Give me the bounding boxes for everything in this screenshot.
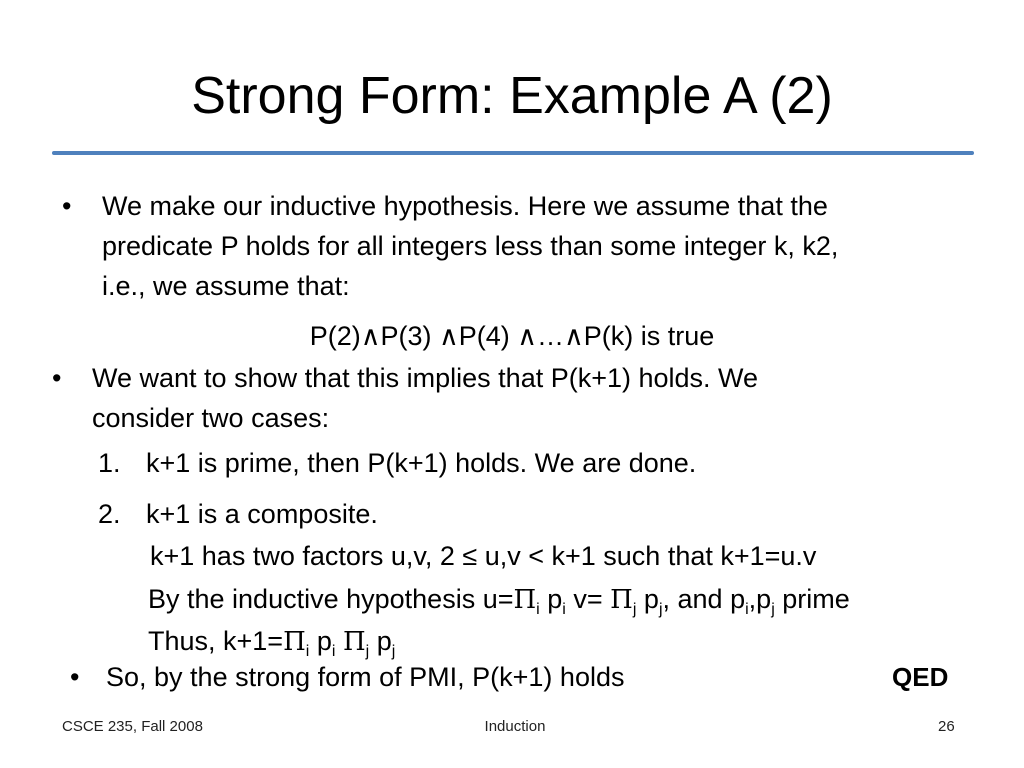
case-number: 1.	[98, 448, 121, 478]
subscript: i	[331, 643, 336, 660]
footer-course: CSCE 235, Fall 2008	[62, 718, 203, 735]
subscript: i	[745, 601, 749, 618]
title-underline	[52, 151, 974, 155]
composite-conclusion-line	[148, 621, 395, 662]
case-text: k+1 is a composite.	[146, 499, 378, 529]
text-segment: ,	[748, 584, 757, 614]
bullet-dot-icon: •	[70, 662, 80, 692]
bullet-dot-icon: •	[62, 191, 72, 221]
hypothesis-formula: P(2)∧P(3) ∧P(4) ∧…∧P(k) is true	[309, 321, 715, 351]
text-segment: p	[547, 584, 563, 614]
subscript: j	[771, 601, 775, 618]
product-symbol: Π	[610, 585, 633, 615]
text-segment: p	[316, 626, 332, 656]
text-segment: p	[376, 626, 392, 656]
text-segment: p	[643, 584, 659, 614]
subscript: j	[658, 601, 663, 618]
bullet-conclusion-text: So, by the strong form of PMI, P(k+1) holds	[106, 662, 625, 692]
footer-page-number: 26	[938, 718, 955, 735]
product-symbol: Π	[283, 627, 306, 657]
text-segment: v=	[573, 584, 603, 614]
bullet-cases	[52, 358, 982, 438]
subscript: i	[536, 601, 540, 618]
text-segment: Thus, k+1=	[148, 626, 284, 656]
case-item-1	[98, 443, 696, 483]
bullet-hypothesis	[62, 186, 982, 306]
bullet-hypothesis-text: We make our inductive hypothesis. Here we assume that the predicate P holds for all integers less than some integer k, k2, i.e., we assume that:	[102, 191, 839, 301]
slide-title: Strong Form: Example A (2)	[191, 67, 833, 125]
bullet-conclusion	[70, 657, 870, 697]
qed-label: QED	[892, 662, 949, 692]
bullet-dot-icon: •	[52, 363, 62, 393]
text-segment: prime	[782, 584, 850, 614]
bullet-cases-text: We want to show that this implies that P(k+1) holds. We consider two cases:	[92, 363, 759, 433]
product-symbol: Π	[513, 585, 537, 615]
text-segment: By the inductive hypothesis u=	[148, 584, 514, 614]
case-number: 2.	[98, 499, 121, 529]
footer-topic: Induction	[484, 718, 546, 735]
composite-hypothesis-line	[148, 579, 850, 620]
composite-factors-line: k+1 has two factors u,v, 2 ≤ u,v < k+1 such that k+1=u.v	[150, 541, 817, 571]
subscript: j	[391, 643, 396, 660]
text-segment: , and p	[662, 584, 746, 614]
case-item-2	[98, 494, 378, 534]
subscript: j	[365, 643, 370, 660]
subscript: i	[305, 643, 310, 660]
subscript: j	[632, 601, 637, 618]
product-symbol: Π	[342, 627, 366, 657]
subscript: i	[562, 601, 566, 618]
text-segment: p	[756, 584, 772, 614]
case-text: k+1 is prime, then P(k+1) holds. We are done.	[146, 448, 697, 478]
